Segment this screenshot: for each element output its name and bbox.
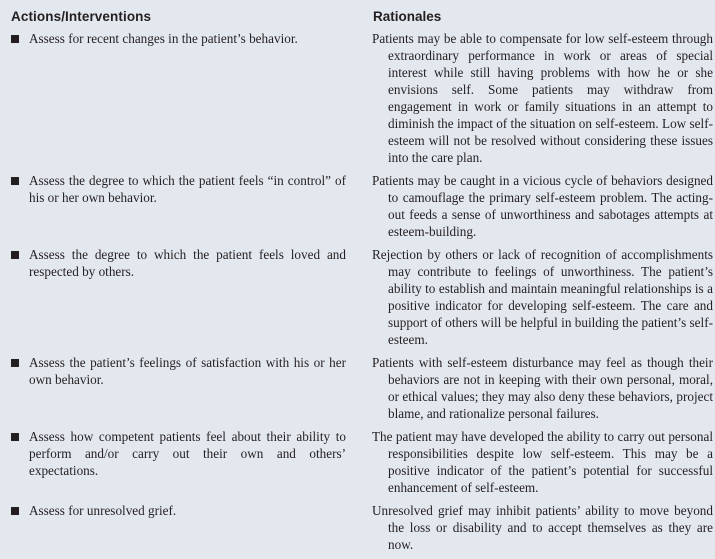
table-row — [0, 354, 715, 422]
rationale-text: Patients with self-esteem disturbance may feel as though their behaviors are not in keeping with their own personal, moral, or ethical values; they may also deny these behaviors, project blame, and rationalize personal failures. — [372, 355, 713, 421]
action-cell — [0, 354, 352, 422]
action-text: Assess how competent patients feel about their ability to perform and/or carry out their own and others’ expectations. — [29, 429, 346, 478]
table-row — [0, 172, 715, 240]
table-row — [0, 428, 715, 496]
rationale-text: Unresolved grief may inhibit patients’ ability to move beyond the loss or disability and to accept themselves as they are now. — [372, 503, 713, 552]
square-bullet-icon — [11, 251, 19, 259]
action-text: Assess the patient’s feelings of satisfaction with his or her own behavior. — [29, 355, 346, 387]
rationale-text: Patients may be caught in a vicious cycle of behaviors designed to camouflage the primary self-esteem problem. The acting-out feeds a sense of unworthiness and sabotages attempts at esteem-building. — [372, 173, 713, 239]
table-header — [0, 9, 715, 29]
square-bullet-icon — [11, 433, 19, 441]
action-text: Assess the degree to which the patient feels “in control” of his or her own behavior. — [29, 173, 346, 205]
table-body — [0, 30, 715, 559]
rationales-column-heading: Rationales — [373, 9, 442, 24]
rationale-text: Patients may be able to compensate for low self-esteem through extraordinary performance in work or areas of special interest while still having problems with how he or she envisions self. Some patients may withdraw from engagement in work or family situations in an attempt to diminish the impact of the situation on self-esteem. Low self-esteem will not be resolved without considering these issues into the care plan. — [372, 31, 713, 165]
action-text: Assess the degree to which the patient feels loved and respected by others. — [29, 247, 346, 279]
action-cell — [0, 30, 352, 166]
action-text: Assess for recent changes in the patient’s behavior. — [29, 31, 298, 46]
rationale-text: Rejection by others or lack of recognition of accomplishments may contribute to feelings of unworthiness. The patient’s ability to establish and maintain meaningful relationships is a positive indicator for developing self-esteem. The care and support of others will be helpful in building the patient’s self-esteem. — [372, 247, 713, 347]
action-text: Assess for unresolved grief. — [29, 503, 177, 518]
table-row — [0, 246, 715, 348]
actions-column-heading: Actions/Interventions — [11, 9, 152, 24]
square-bullet-icon — [11, 507, 19, 515]
action-cell — [0, 428, 352, 496]
square-bullet-icon — [11, 359, 19, 367]
square-bullet-icon — [11, 177, 19, 185]
action-cell — [0, 172, 352, 240]
action-cell — [0, 246, 352, 348]
table-row — [0, 30, 715, 166]
table-row — [0, 502, 715, 553]
rationale-text: The patient may have developed the ability to carry out personal responsibilities despite low self-esteem. This may be a positive indicator of the patient’s potential for successful enhancement of self-esteem. — [372, 429, 713, 495]
action-cell — [0, 502, 352, 553]
square-bullet-icon — [11, 35, 19, 43]
